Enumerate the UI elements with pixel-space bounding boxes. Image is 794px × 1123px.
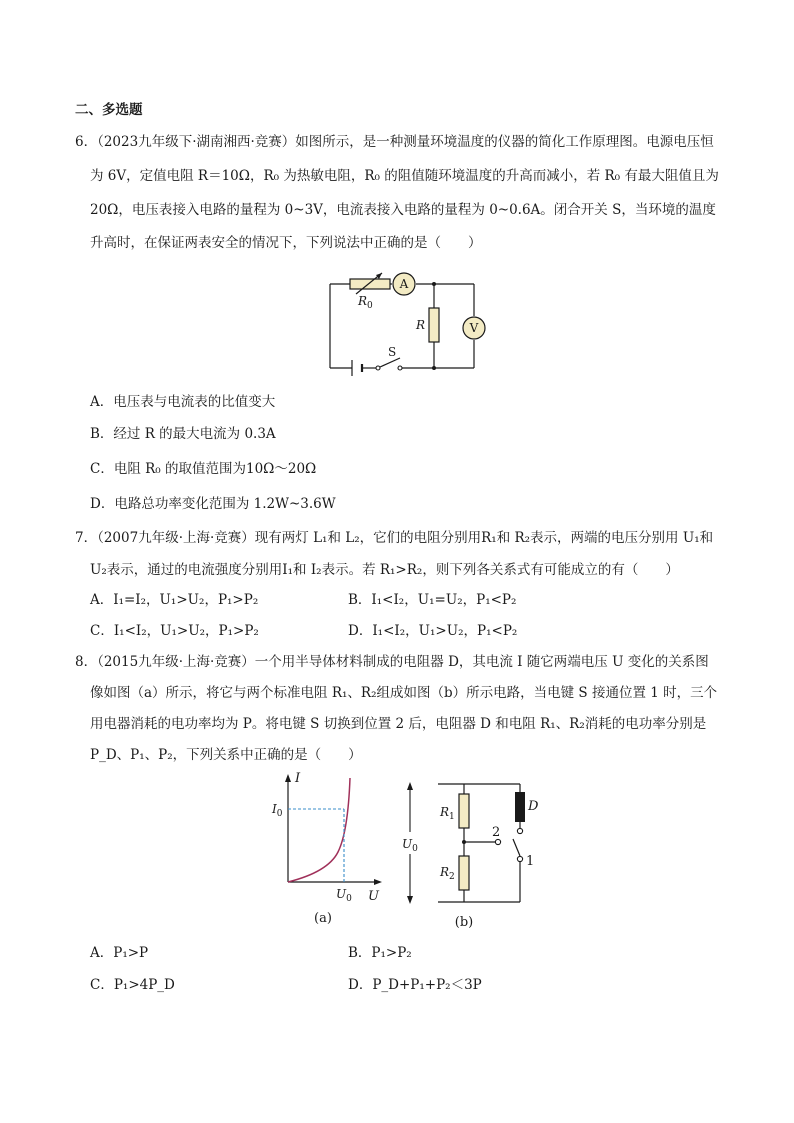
q8-stem-line1: 8．（2015九年级·上海·竞赛）一个用半导体材料制成的电阻器 D，其电流 I 随它两端电压 U 变化的关系图 bbox=[75, 654, 709, 670]
q8-circuit-b bbox=[402, 772, 542, 932]
graph-a-caption: (a) bbox=[314, 911, 332, 926]
iu-curve bbox=[288, 778, 350, 882]
resistor-r bbox=[429, 308, 439, 342]
q6-stem-line1: 6．（2023九年级下·湖南湘西·竞赛）如图所示，是一种测量环境温度的仪器的简化工作原理图。电源电压恒 bbox=[75, 134, 714, 150]
q7-option-c: C．I₁<I₂，U₁>U₂，P₁>P₂ bbox=[90, 623, 259, 639]
resistor-r1 bbox=[459, 794, 469, 828]
switch-position-2: 2 bbox=[492, 825, 501, 840]
r1-label: $R_1$ bbox=[440, 805, 455, 822]
q8-option-b: B．P₁>P₂ bbox=[348, 945, 412, 961]
device-d bbox=[515, 792, 525, 822]
u0-source-label: $U_0$ bbox=[402, 837, 418, 854]
circuit-b-caption: (b) bbox=[454, 915, 474, 930]
q8-stem-line2: 像如图（a）所示，将它与两个标准电阻 R₁、R₂组成如图（b）所示电路，当电键 S 接通位置 1 时，三个 bbox=[90, 685, 718, 701]
switch-position-1: 1 bbox=[526, 854, 535, 869]
i0-label: $I_0$ bbox=[272, 802, 283, 819]
q6-option-d: D．电路总功率变化范围为 1.2W~3.6W bbox=[90, 496, 336, 512]
q8-option-d: D．P_D+P₁+P₂＜3P bbox=[348, 977, 482, 993]
q8-graph-a bbox=[268, 772, 388, 932]
switch-s bbox=[380, 358, 400, 367]
q6-stem-line2: 为 6V，定值电阻 R＝10Ω，R₀ 为热敏电阻，R₀ 的阻值随环境温度的升高而减小，若 R₀ 有最大阻值且为 bbox=[90, 168, 719, 184]
switch-label: S bbox=[388, 345, 397, 359]
q8-stem-line3: 用电器消耗的电功率均为 P。将电键 S 切换到位置 2 后，电阻器 D 和电阻 R₁、R₂消耗的电功率分别是 bbox=[90, 716, 707, 732]
q7-stem-line2: U₂表示，通过的电流强度分别用I₁和 I₂表示。若 R₁>R₂，则下列各关系式有可能成立的有（ ） bbox=[90, 562, 679, 578]
q6-option-b: B．经过 R 的最大电流为 0.3A bbox=[90, 426, 276, 442]
r2-label: $R_2$ bbox=[440, 865, 455, 882]
x-axis-label: U bbox=[368, 889, 379, 904]
d-label: D bbox=[528, 799, 539, 814]
q7-stem-line1: 7．（2007九年级·上海·竞赛）现有两灯 L₁和 L₂，它们的电阻分别用R₁和 R₂表示，两端的电压分别用 U₁和 bbox=[75, 530, 714, 546]
q8-option-a: A．P₁>P bbox=[90, 945, 149, 961]
thermistor-r0 bbox=[350, 279, 390, 289]
q7-option-d: D．I₁<I₂，U₁>U₂，P₁<P₂ bbox=[348, 623, 518, 639]
q8-option-c: C．P₁>4P_D bbox=[90, 977, 175, 993]
switch-s-blade bbox=[513, 839, 520, 856]
u0-label: $U_0$ bbox=[336, 887, 352, 904]
q7-option-a: A．I₁=I₂，U₁>U₂，P₁>P₂ bbox=[90, 592, 259, 608]
y-axis-label: I bbox=[295, 771, 301, 786]
q7-option-b: B．I₁<I₂，U₁=U₂，P₁<P₂ bbox=[348, 592, 517, 608]
resistor-r2 bbox=[459, 856, 469, 890]
q6-stem-line4: 升高时，在保证两表安全的情况下，下列说法中正确的是（ ） bbox=[90, 235, 482, 251]
section-title: 二、多选题 bbox=[75, 102, 143, 118]
q6-option-c: C．电阻 R₀ 的取值范围为10Ω～20Ω bbox=[90, 461, 317, 477]
q6-stem-line3: 20Ω，电压表接入电路的量程为 0~3V，电流表接入电路的量程为 0~0.6A。闭合开关 S，当环境的温度 bbox=[90, 202, 716, 218]
r0-label: $R_0$ bbox=[358, 294, 373, 311]
r-label: R bbox=[416, 318, 426, 332]
q6-option-a: A．电压表与电流表的比值变大 bbox=[90, 394, 276, 410]
q8-stem-line4: P_D、P₁、P₂，下列关系中正确的是（ ） bbox=[90, 747, 362, 763]
svg-text:V: V bbox=[469, 321, 479, 335]
svg-text:A: A bbox=[399, 277, 409, 291]
q6-circuit-diagram bbox=[320, 270, 490, 380]
